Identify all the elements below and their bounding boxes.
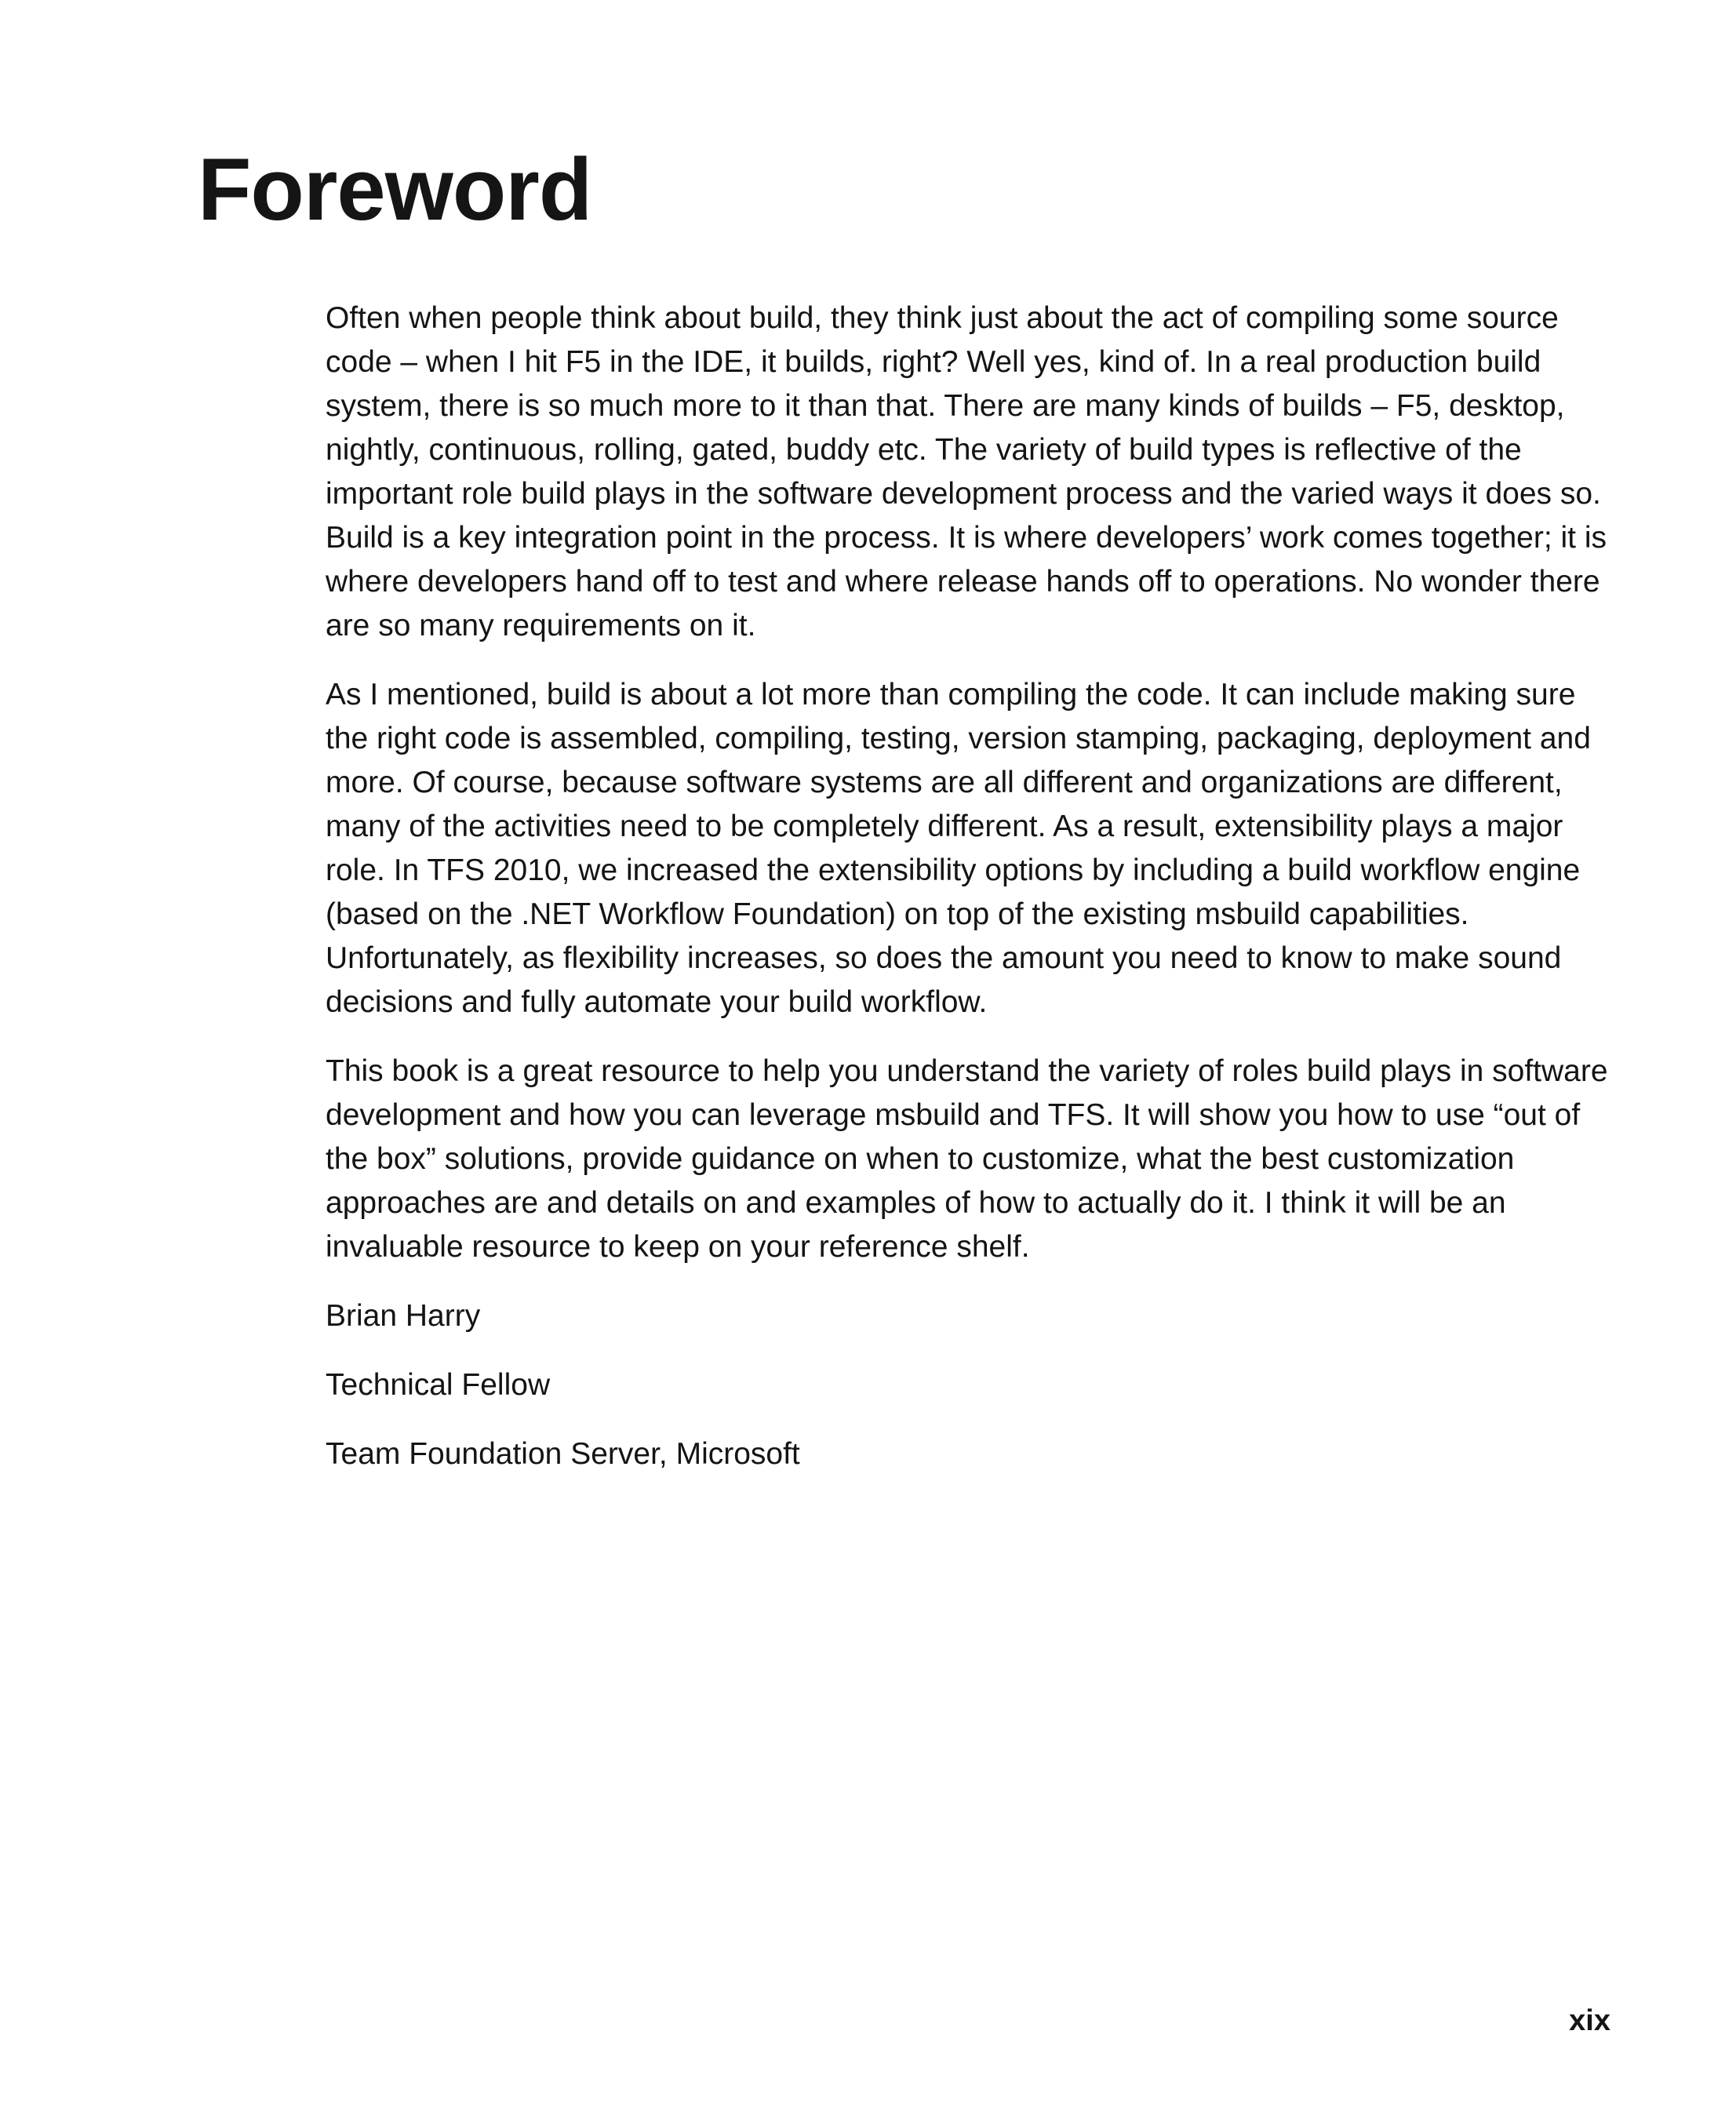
- signature-role: Technical Fellow: [326, 1368, 551, 1402]
- page-title: Foreword: [198, 140, 592, 238]
- signature-organization: Team Foundation Server, Microsoft: [326, 1437, 800, 1471]
- page-number: xix: [1569, 2004, 1610, 2037]
- foreword-body: [326, 297, 1624, 1501]
- paragraph-2: As I mentioned, build is about a lot more than compiling the code. It can include making sure the right code is assembled, compiling, testing, version stamping, packaging, deployment and more. Of course, because software systems are all different and organizations are different, many of the activities need to be completely different. As a result, extensibility plays a major role. In TFS 2010, we increased the extensibility options by including a build workflow engine (based on the .NET Workflow Foundation) on top of the existing msbuild capabilities. Unfortunately, as flexibility increases, so does the amount you need to know to make sound decisions and fully automate your build workflow.: [326, 678, 1591, 1019]
- paragraph-3: This book is a great resource to help you understand the variety of roles build plays in software development and how you can leverage msbuild and TFS. It will show you how to use “out of the box” solutions, provide guidance on when to customize, what the best customization approaches are and details on and examples of how to actually do it. I think it will be an invaluable resource to keep on your reference shelf.: [326, 1054, 1608, 1264]
- paragraph-1: Often when people think about build, they think just about the act of compiling some source code – when I hit F5 in the IDE, it builds, right? Well yes, kind of. In a real production build system, there is so much more to it than that. There are many kinds of builds – F5, desktop, nightly, continuous, rolling, gated, buddy etc. The variety of build types is reflective of the important role build plays in the software development process and the varied ways it does so. Build is a key integration point in the process. It is where developers’ work comes together; it is where developers hand off to test and where release hands off to operations. No wonder there are so many requirements on it.: [326, 301, 1607, 642]
- signature-name: Brian Harry: [326, 1299, 481, 1333]
